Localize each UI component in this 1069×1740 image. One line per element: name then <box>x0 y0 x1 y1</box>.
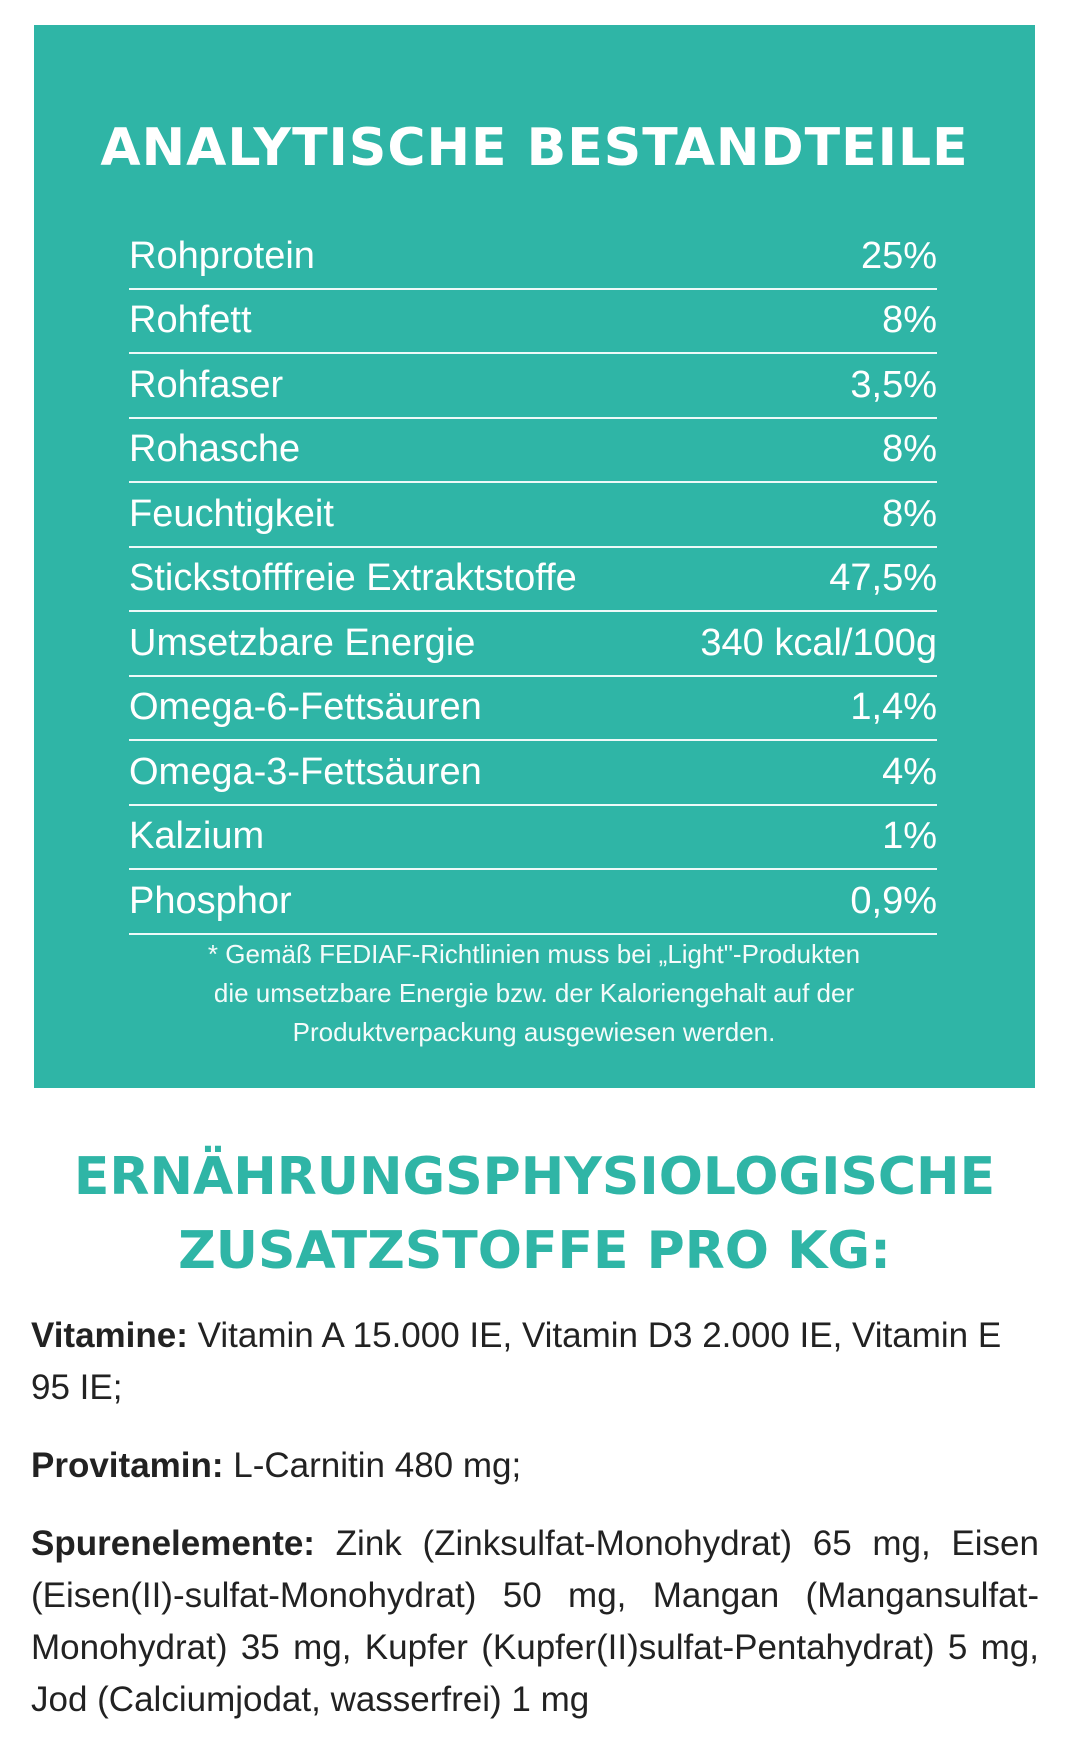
row-value: 25% <box>860 234 937 277</box>
analytical-table <box>129 225 937 935</box>
row-value: 1,4% <box>850 686 937 729</box>
row-value: 8% <box>882 428 937 471</box>
row-value: 0,9% <box>850 879 937 922</box>
table-row <box>129 677 937 742</box>
vitamine-text: Vitamin A 15.000 IE, Vitamin D3 2.000 IE, Vitamin E 95 IE; <box>31 1316 1002 1407</box>
row-label: Omega-3-Fettsäuren <box>129 750 482 793</box>
additives-title <box>0 1140 1069 1288</box>
additives-title-line: ZUSATZSTOFFE PRO KG: <box>178 1221 891 1281</box>
table-row <box>129 483 937 548</box>
row-label: Kalzium <box>129 815 265 858</box>
footnote-line: Produktverpackung ausgewiesen werden. <box>292 1017 776 1047</box>
row-label: Rohfett <box>129 299 252 342</box>
spurenelemente-label: Spurenelemente: <box>31 1524 315 1563</box>
row-label: Rohasche <box>129 428 301 471</box>
provitamin-paragraph <box>31 1440 1039 1492</box>
row-label: Rohprotein <box>129 234 315 277</box>
row-label: Stickstofffreie Extraktstoffe <box>129 557 577 600</box>
row-value: 47,5% <box>829 557 937 600</box>
row-value: 8% <box>882 299 937 342</box>
table-row <box>129 612 937 677</box>
row-label: Rohfaser <box>129 363 284 406</box>
vitamine-paragraph <box>31 1310 1039 1414</box>
row-label: Umsetzbare Energie <box>129 621 476 664</box>
table-row <box>129 290 937 355</box>
row-value: 1% <box>882 815 937 858</box>
table-row <box>129 806 937 871</box>
provitamin-label: Provitamin: <box>31 1446 224 1485</box>
footnote-line: die umsetzbare Energie bzw. der Kaloriengehalt auf der <box>213 978 855 1008</box>
table-row <box>129 870 937 935</box>
additives-title-line: ERNÄHRUNGSPHYSIOLOGISCHE <box>73 1147 996 1207</box>
analytical-panel <box>34 25 1035 1088</box>
spurenelemente-paragraph <box>31 1518 1039 1726</box>
table-row <box>129 741 937 806</box>
row-value: 8% <box>882 492 937 535</box>
table-row <box>129 225 937 290</box>
row-label: Omega-6-Fettsäuren <box>129 686 482 729</box>
analytical-title: ANALYTISCHE BESTANDTEILE <box>100 118 969 178</box>
row-label: Feuchtigkeit <box>129 492 334 535</box>
table-row <box>129 548 937 613</box>
row-value: 3,5% <box>850 363 937 406</box>
footnote <box>94 935 974 1052</box>
row-label: Phosphor <box>129 879 292 922</box>
table-row <box>129 419 937 484</box>
vitamine-label: Vitamine: <box>31 1316 188 1355</box>
footnote-line: * Gemäß FEDIAF-Richtlinien muss bei „Light"-Produkten <box>207 939 861 969</box>
row-value: 4% <box>882 750 937 793</box>
table-row <box>129 354 937 419</box>
row-value: 340 kcal/100g <box>700 621 937 664</box>
spurenelemente-text: Zink (Zinksulfat-Monohydrat) 65 mg, Eisen (Eisen(II)-sulfat-Monohydrat) 50 mg, Mangan (Mangansulfat-Monohydrat) 35 mg, Kupfer (Kupfer(II)sulfat-Pentahydrat) 5 mg, Jod (Calciumjodat, wasserfrei) 1 mg <box>31 1524 1039 1719</box>
provitamin-text: L-Carnitin 480 mg; <box>233 1446 522 1485</box>
